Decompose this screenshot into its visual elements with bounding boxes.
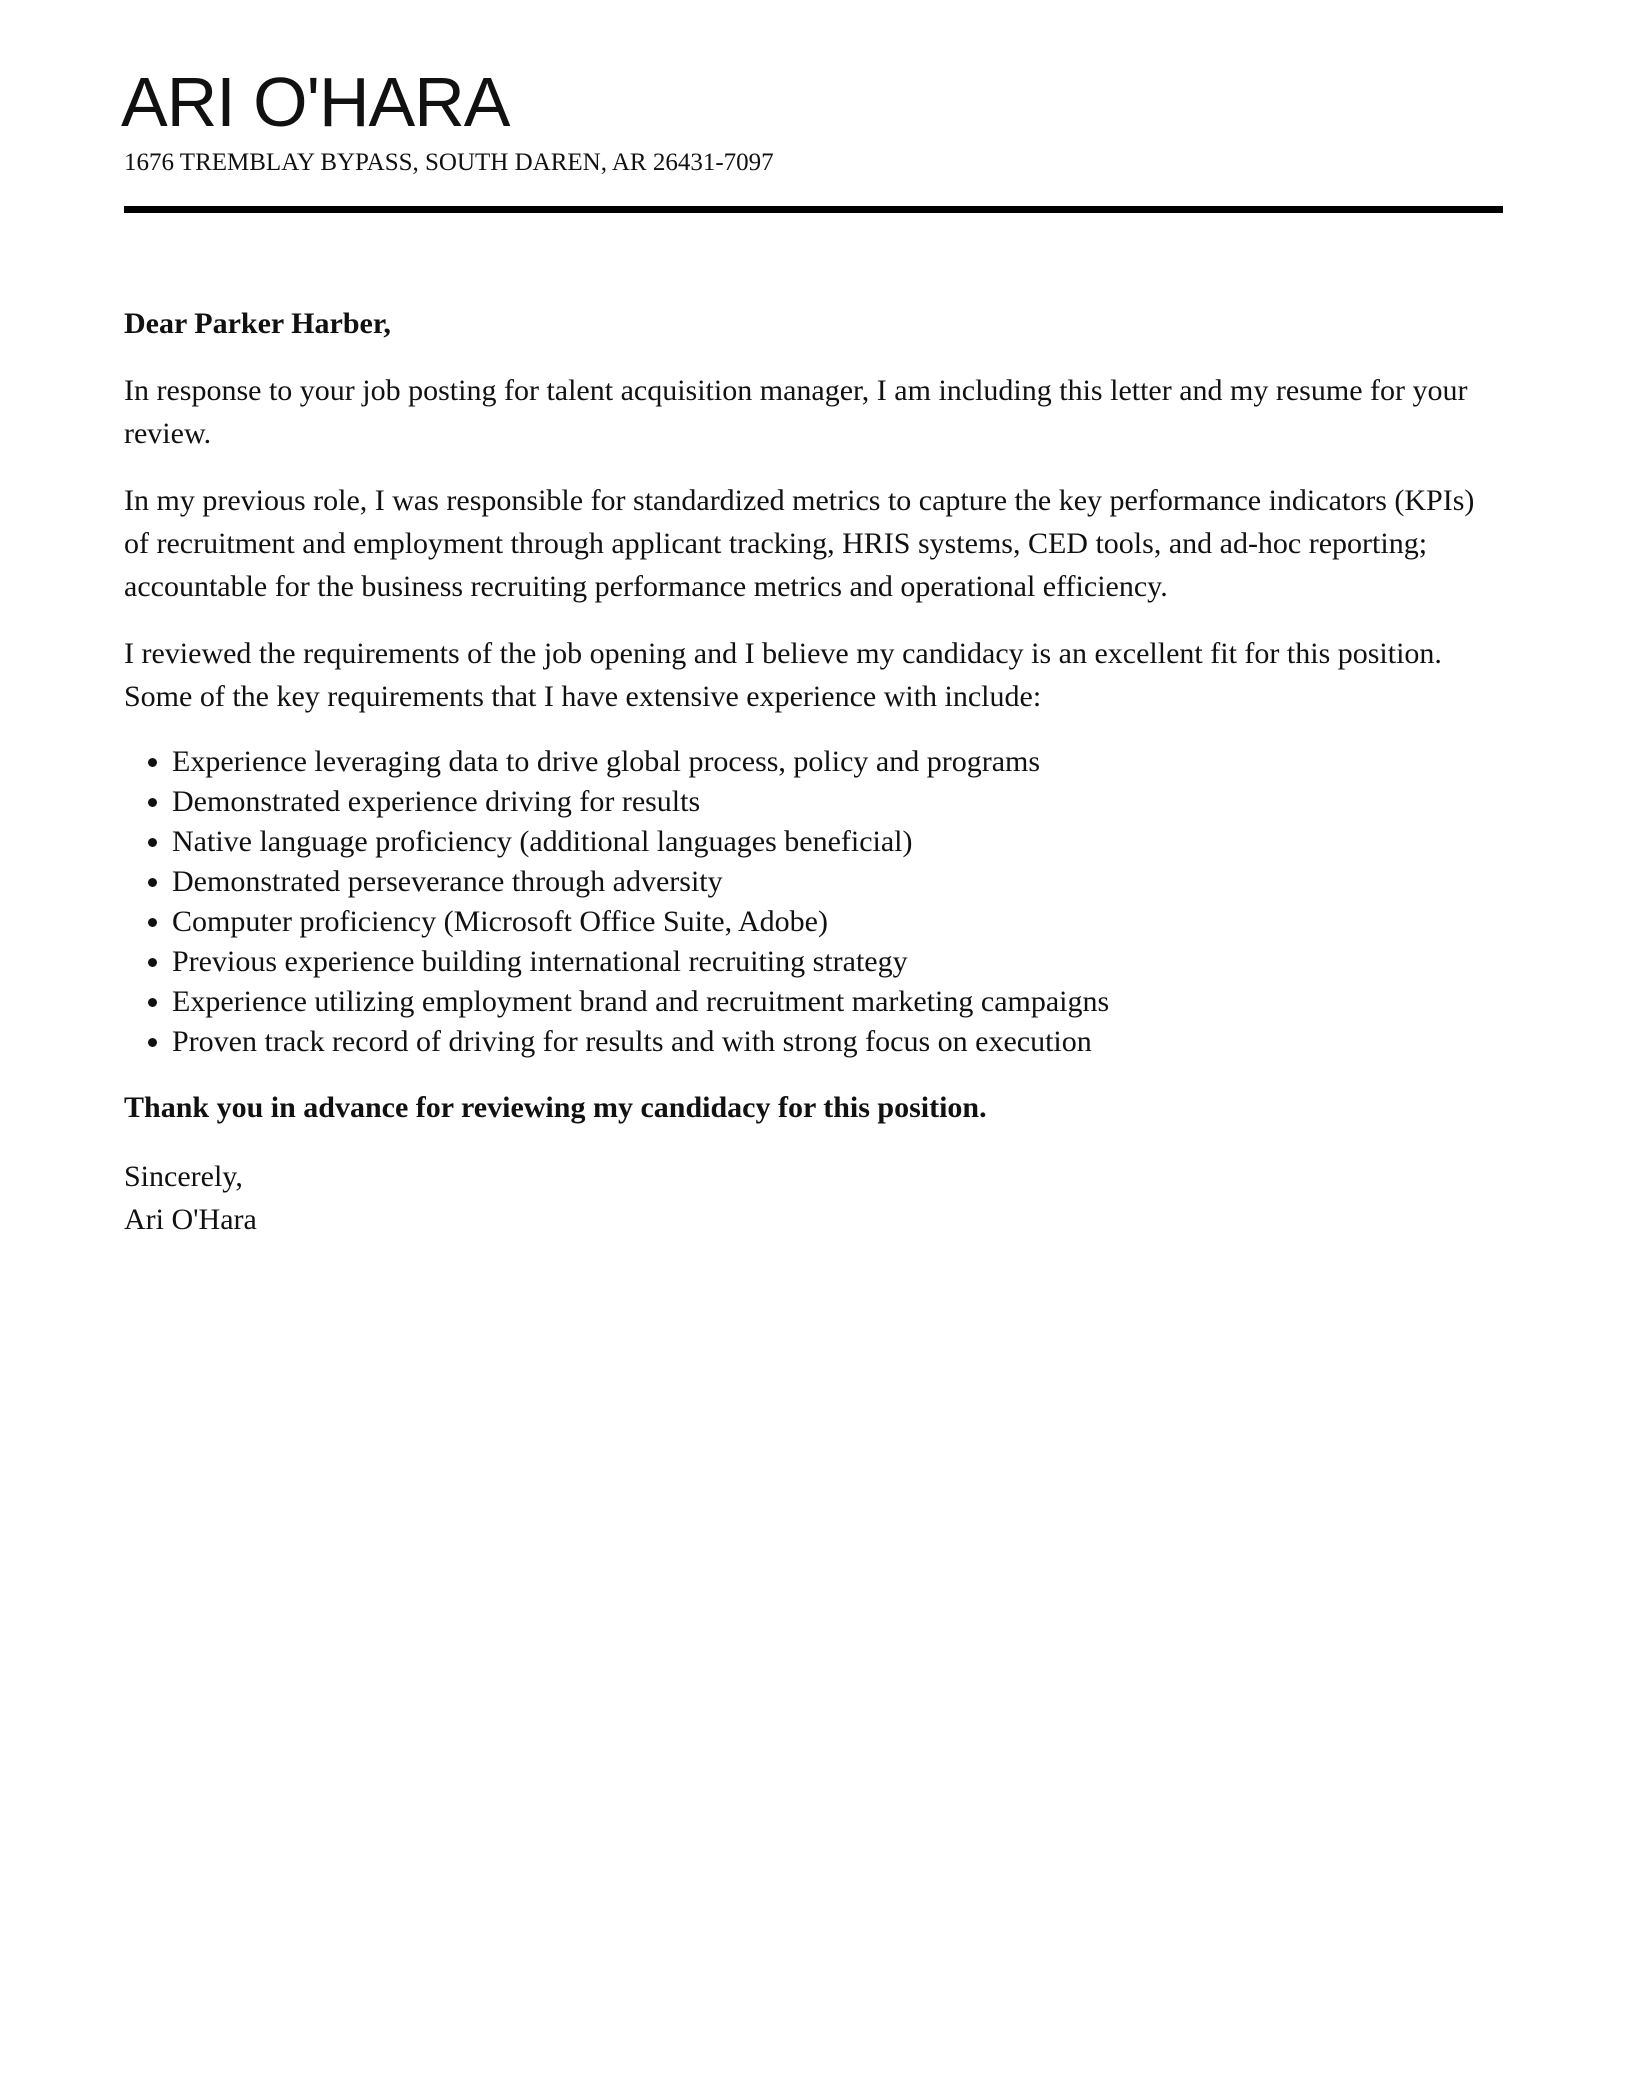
list-item: • Proven track record of driving for results and with strong focus on execution bbox=[172, 1022, 1503, 1062]
closing-line: Thank you in advance for reviewing my candidacy for this position. bbox=[124, 1091, 987, 1124]
signoff: Sincerely, bbox=[124, 1160, 243, 1193]
greeting: Dear Parker Harber, bbox=[124, 307, 391, 340]
applicant-name: ARI O'HARA bbox=[121, 63, 510, 141]
list-item: • Native language proficiency (additional languages beneficial) bbox=[172, 822, 1503, 862]
paragraph-experience: In my previous role, I was responsible for standardized metrics to capture the key performance indicators (KPIs) of recruitment and employment through applicant tracking, HRIS systems, CED tools, and ad-hoc reporting; accountable for the business recruiting performance metrics and operational efficiency. bbox=[124, 484, 1475, 603]
list-item: • Previous experience building international recruiting strategy bbox=[172, 942, 1503, 982]
applicant-address: 1676 TREMBLAY BYPASS, SOUTH DAREN, AR 26431-7097 bbox=[124, 149, 774, 176]
header-divider bbox=[124, 206, 1503, 213]
list-item: • Computer proficiency (Microsoft Office Suite, Adobe) bbox=[172, 902, 1503, 942]
list-item: • Experience leveraging data to drive global process, policy and programs bbox=[172, 742, 1503, 782]
list-item: • Demonstrated perseverance through adversity bbox=[172, 862, 1503, 902]
signature: Ari O'Hara bbox=[124, 1203, 257, 1236]
list-item: • Experience utilizing employment brand and recruitment marketing campaigns bbox=[172, 982, 1503, 1022]
list-item: • Demonstrated experience driving for results bbox=[172, 782, 1503, 822]
paragraph-requirements: I reviewed the requirements of the job opening and I believe my candidacy is an excellent fit for this position. Some of the key requirements that I have extensive experience with include: bbox=[124, 637, 1442, 713]
paragraph-intro: In response to your job posting for talent acquisition manager, I am including this letter and my resume for your review. bbox=[124, 374, 1468, 450]
letter-body bbox=[124, 302, 1503, 1241]
requirements-list bbox=[124, 742, 1503, 1062]
